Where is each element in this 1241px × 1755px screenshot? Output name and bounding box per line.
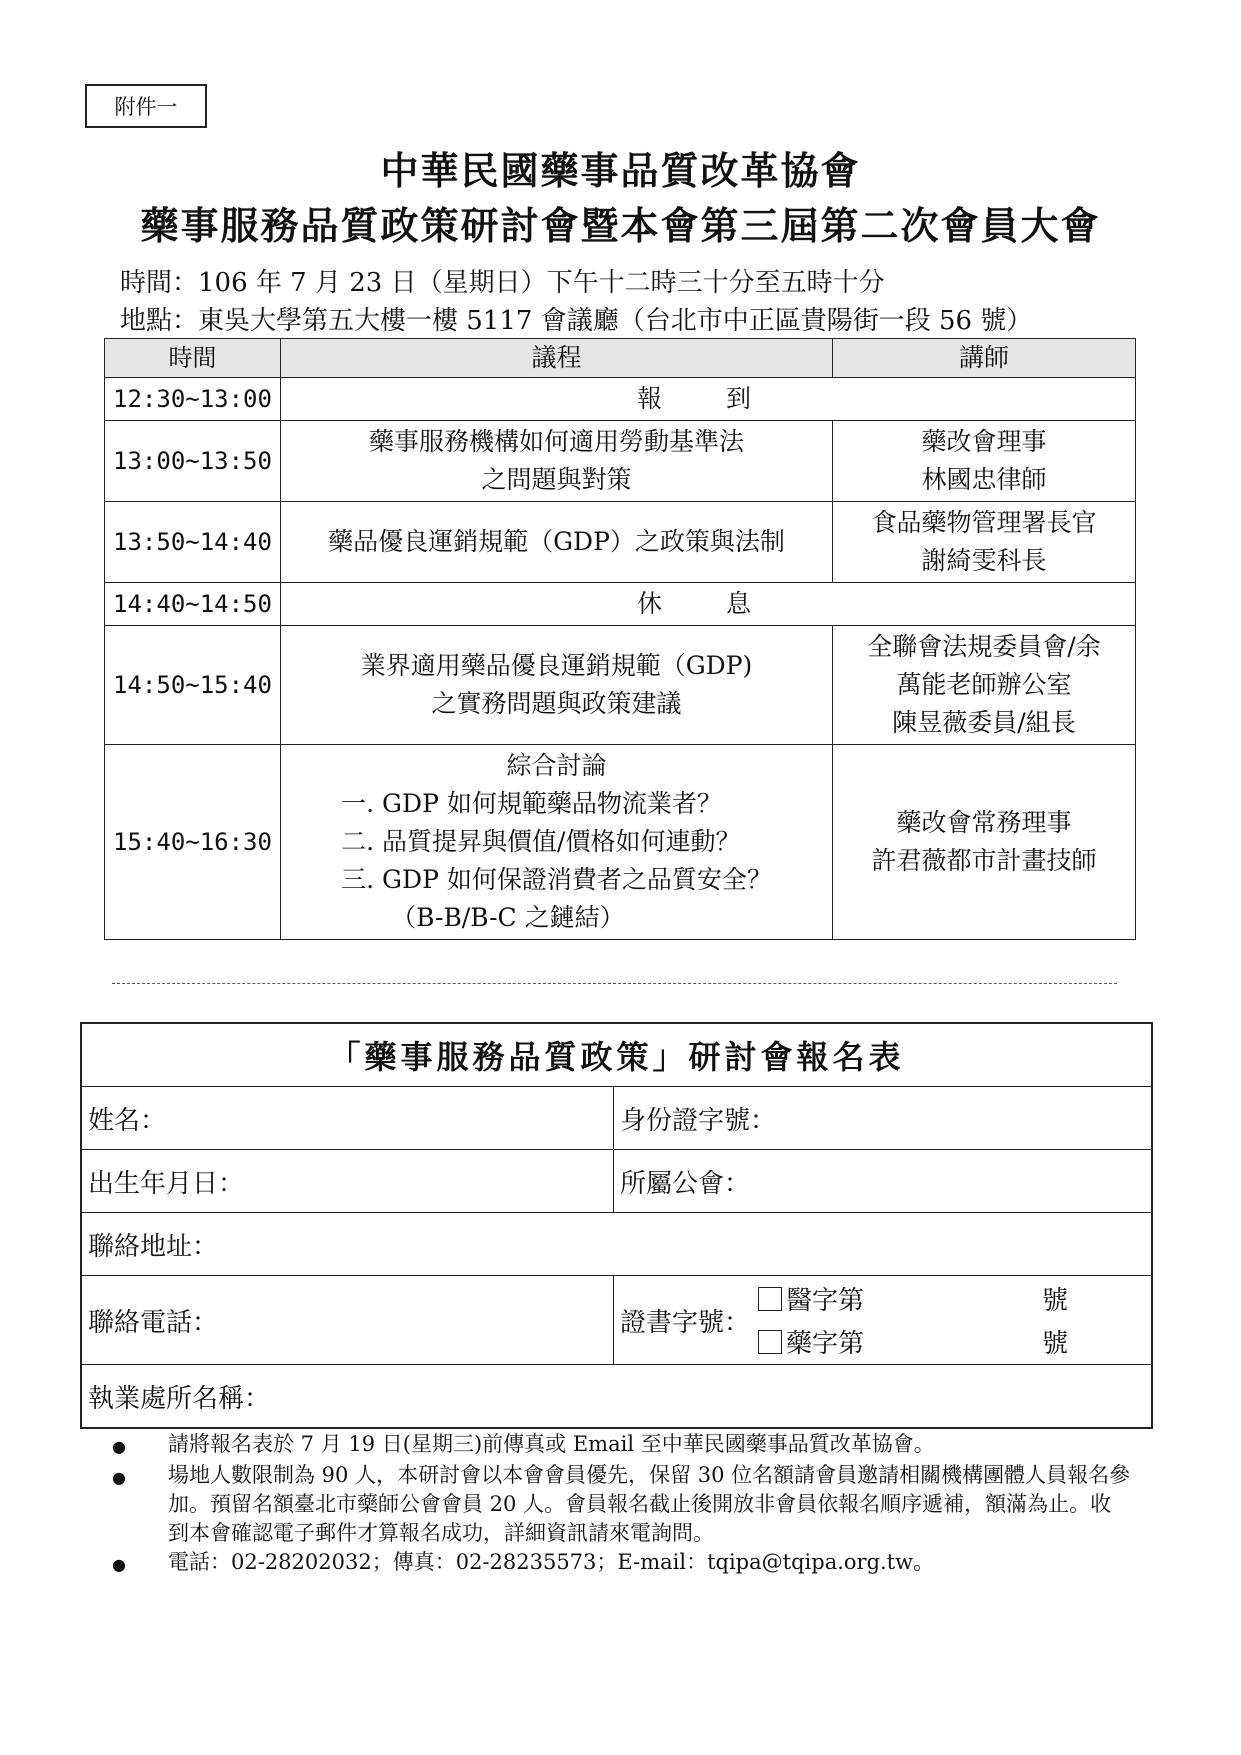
speaker-line: 林國忠律師 bbox=[921, 465, 1047, 494]
form-row bbox=[82, 1276, 1151, 1365]
cert-option-medical[interactable] bbox=[758, 1280, 1068, 1317]
checkbox-pharmacy[interactable] bbox=[758, 1330, 782, 1354]
topic-line: 一. GDP 如何規範藥品物流業者？ bbox=[341, 789, 722, 818]
form-row bbox=[82, 1213, 1151, 1276]
session-time: 12:30~13:00 bbox=[105, 378, 281, 421]
cert-option-label: 醫字第 bbox=[786, 1286, 865, 1316]
cert-suffix: 號 bbox=[1042, 1329, 1069, 1359]
cert-label: 證書字號： bbox=[620, 1307, 751, 1338]
union-field[interactable] bbox=[614, 1150, 1151, 1212]
name-field[interactable] bbox=[82, 1087, 614, 1149]
session-topic bbox=[281, 626, 833, 745]
note-text: 電話：02-28202032；傳真：02-28235573；E-mail：tqipa@tqipa.org.tw。 bbox=[168, 1550, 935, 1574]
bullet-icon: ● bbox=[112, 1468, 126, 1487]
name-label: 姓名： bbox=[88, 1105, 167, 1136]
session-topic: 報 到 bbox=[281, 378, 1136, 421]
page-title: 中華民國藥事品質改革協會 bbox=[380, 148, 861, 193]
discussion-list bbox=[341, 785, 772, 937]
session-time: 14:40~14:50 bbox=[105, 583, 281, 626]
session-time: 13:50~14:40 bbox=[105, 502, 281, 583]
topic-line: 二. 品質提昇與價值/價格如何連動？ bbox=[341, 827, 741, 856]
speaker-line: 許君薇都市計畫技師 bbox=[871, 846, 1097, 875]
topic-line: 之問題與對策 bbox=[481, 465, 632, 494]
topic-line: 之實務問題與政策建議 bbox=[431, 689, 682, 718]
note-text: 場地人數限制為 90 人，本研討會以本會會員優先，保留 30 位名額請會員邀請相關機構團體人員報名參加。預留名額臺北市藥師公會會員 20 人。會員報名截止後開放非會員依報名順序遞補，額滿為止。收到本會確認電子郵件才算報名成功，詳細資訊請來電詢問。 bbox=[168, 1463, 1131, 1545]
bullet-icon: ● bbox=[112, 1437, 126, 1456]
session-topic bbox=[281, 745, 833, 940]
speaker-line: 萬能老師辦公室 bbox=[896, 670, 1072, 699]
agenda-header-row bbox=[105, 339, 1136, 378]
annex-label: 附件一 bbox=[85, 84, 207, 128]
cert-suffix: 號 bbox=[1042, 1286, 1069, 1316]
table-row bbox=[105, 378, 1136, 421]
speaker-line: 陳昱薇委員/組長 bbox=[892, 708, 1076, 737]
phone-label: 聯絡電話： bbox=[88, 1307, 219, 1338]
list-item bbox=[112, 1430, 1132, 1461]
topic-line: 藥品優良運銷規範（GDP）之政策與法制 bbox=[328, 527, 785, 556]
topic-line: 綜合討論 bbox=[506, 751, 607, 780]
speaker-line: 藥改會理事 bbox=[921, 427, 1047, 456]
session-speaker bbox=[833, 502, 1136, 583]
speaker-line: 謝綺雯科長 bbox=[921, 546, 1047, 575]
notes-list bbox=[112, 1430, 1132, 1579]
cert-option-label: 藥字第 bbox=[786, 1329, 865, 1359]
speaker-line: 全聯會法規委員會/余 bbox=[867, 632, 1101, 661]
checkbox-medical[interactable] bbox=[758, 1287, 782, 1311]
topic-line: 藥事服務機構如何適用勞動基準法 bbox=[368, 427, 744, 456]
session-speaker bbox=[833, 626, 1136, 745]
session-time: 15:40~16:30 bbox=[105, 745, 281, 940]
union-label: 所屬公會： bbox=[620, 1168, 751, 1199]
cert-options bbox=[758, 1280, 1068, 1360]
header-topic: 議程 bbox=[281, 339, 833, 378]
topic-line: 業界適用藥品優良運銷規範（GDP) bbox=[360, 651, 753, 680]
phone-field[interactable] bbox=[82, 1276, 614, 1364]
event-place: 地點：東吳大學第五大樓一樓 5117 會議廳（台北市中正區貴陽街一段 56 號） bbox=[120, 306, 1033, 336]
topic-line: 三. GDP 如何保證消費者之品質安全？ bbox=[341, 865, 772, 894]
agenda-table bbox=[104, 338, 1136, 940]
cut-line bbox=[112, 983, 1117, 984]
birth-field[interactable] bbox=[82, 1150, 614, 1212]
id-label: 身份證字號： bbox=[620, 1105, 777, 1136]
workplace-label: 執業處所名稱： bbox=[88, 1383, 271, 1414]
certificate-field bbox=[614, 1276, 1151, 1364]
list-item bbox=[112, 1461, 1132, 1548]
event-time: 時間：106 年 7 月 23 日（星期日）下午十二時三十分至五時十分 bbox=[120, 268, 885, 298]
list-item bbox=[112, 1548, 1132, 1579]
workplace-field[interactable] bbox=[82, 1365, 1151, 1427]
header-speaker: 講師 bbox=[833, 339, 1136, 378]
bullet-icon: ● bbox=[112, 1555, 126, 1574]
form-row bbox=[82, 1150, 1151, 1213]
session-speaker bbox=[833, 421, 1136, 502]
cert-option-pharmacy[interactable] bbox=[758, 1323, 1068, 1360]
table-row bbox=[105, 626, 1136, 745]
session-topic bbox=[281, 502, 833, 583]
table-row bbox=[105, 502, 1136, 583]
id-field[interactable] bbox=[614, 1087, 1151, 1149]
table-row bbox=[105, 421, 1136, 502]
form-title: 「藥事服務品質政策」研討會報名表 bbox=[82, 1024, 1151, 1087]
address-field[interactable] bbox=[82, 1213, 1151, 1275]
address-label: 聯絡地址： bbox=[88, 1231, 219, 1262]
topic-line: （B-B/B-C 之鏈結） bbox=[391, 903, 625, 932]
birth-label: 出生年月日： bbox=[88, 1168, 245, 1199]
session-speaker bbox=[833, 745, 1136, 940]
session-time: 14:50~15:40 bbox=[105, 626, 281, 745]
table-row bbox=[105, 745, 1136, 940]
registration-form bbox=[80, 1022, 1153, 1429]
session-time: 13:00~13:50 bbox=[105, 421, 281, 502]
note-text: 請將報名表於 7 月 19 日(星期三)前傳真或 Email 至中華民國藥事品質改革協會。 bbox=[168, 1432, 935, 1456]
table-row bbox=[105, 583, 1136, 626]
page-subtitle: 藥事服務品質政策研討會暨本會第三屆第二次會員大會 bbox=[140, 203, 1101, 248]
session-topic: 休 息 bbox=[281, 583, 1136, 626]
speaker-line: 食品藥物管理署長官 bbox=[871, 508, 1097, 537]
speaker-line: 藥改會常務理事 bbox=[896, 808, 1072, 837]
form-row bbox=[82, 1365, 1151, 1427]
session-topic bbox=[281, 421, 833, 502]
header-time: 時間 bbox=[105, 339, 281, 378]
form-row bbox=[82, 1087, 1151, 1150]
